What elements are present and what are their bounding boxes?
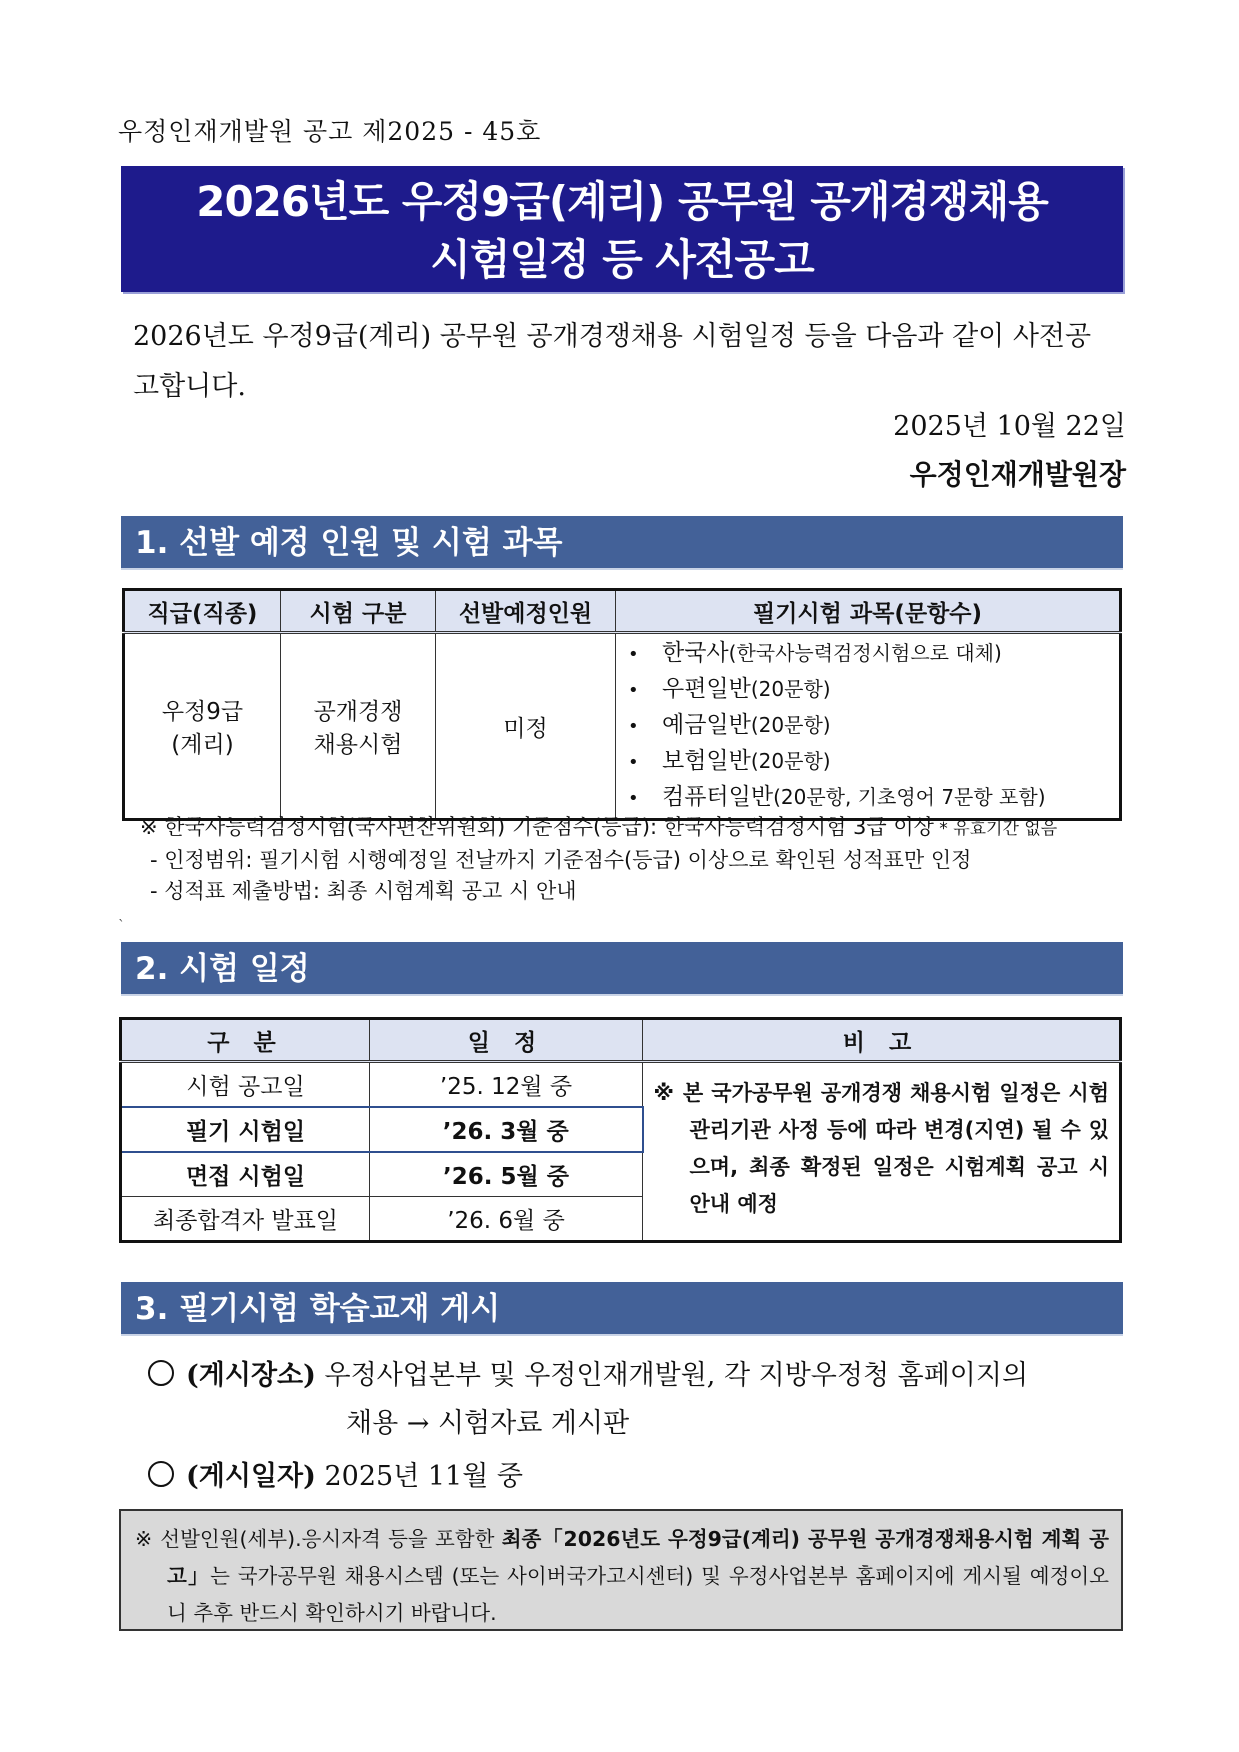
- bullet-icon: •: [628, 788, 639, 809]
- subject-name: 컴퓨터일반: [662, 784, 774, 810]
- note-validity: * 유효기간 없음: [933, 819, 1058, 839]
- final-notice-box: [119, 1509, 1123, 1631]
- schedule-table: [119, 1017, 1122, 1243]
- table-row: [124, 633, 1121, 820]
- schedule-label: 최종합격자 발표일: [121, 1197, 370, 1242]
- announcement-date: 2025년 10월 22일: [893, 411, 1126, 442]
- schedule-date: ’25. 12월 중: [370, 1062, 643, 1108]
- bullet-icon: •: [628, 644, 639, 665]
- exam-type-line-2: 채용시험: [313, 732, 403, 758]
- grade-line-1: 우정9급: [161, 699, 244, 725]
- section-1-header: 1. 선발 예정 인원 및 시험 과목: [121, 516, 1123, 570]
- schedule-label: 시험 공고일: [121, 1062, 370, 1108]
- title-banner: [121, 166, 1123, 292]
- posting-date-text: 2025년 11월 중: [324, 1461, 523, 1492]
- grade-line-2: (계리): [171, 732, 234, 758]
- col-header-subjects: 필기시험 과목(문항수): [616, 590, 1121, 633]
- note-main-text: ※ 한국사능력검정시험(국사편찬위원회) 기준점수(등급): 한국사능력검정시험 3급 이상: [140, 815, 934, 839]
- bullet-icon: •: [628, 716, 639, 737]
- notice-number: 우정인재개발원 공고 제2025 - 45호: [118, 117, 542, 146]
- col-header-category: 구 분: [121, 1019, 370, 1062]
- col-header-grade: 직급(직종): [124, 590, 281, 633]
- subject-detail: (20문항): [750, 677, 831, 701]
- posting-date: [148, 1453, 523, 1501]
- schedule-label: 필기 시험일: [121, 1107, 370, 1152]
- posting-location-label: (게시장소): [186, 1360, 316, 1391]
- schedule-date: ’26. 5월 중: [370, 1152, 643, 1197]
- schedule-remark: [643, 1062, 1121, 1242]
- planned-count-cell: 미정: [436, 633, 616, 820]
- posting-location: [148, 1352, 1028, 1400]
- final-notice-text: [135, 1521, 1109, 1632]
- grade-cell: [124, 633, 281, 820]
- col-header-schedule: 일 정: [370, 1019, 643, 1062]
- note-main: [140, 812, 1130, 845]
- exam-type-line-1: 공개경쟁: [313, 699, 403, 725]
- title-line-1: 2026년도 우정9급(계리) 공무원 공개경쟁채용: [196, 177, 1048, 226]
- subject-detail: (20문항): [750, 713, 831, 737]
- list-item: [628, 708, 1111, 744]
- subject-name: 한국사: [662, 640, 729, 666]
- posting-location-continuation: 채용 → 시험자료 게시판: [346, 1408, 630, 1439]
- final-notice-bold: 최종「2026년도 우정9급(계리) 공무원 공개경쟁채용시험 계획 공고」: [167, 1527, 1109, 1588]
- subject-detail: (한국사능력검정시험으로 대체): [728, 641, 1002, 665]
- col-header-exam-type: 시험 구분: [281, 590, 436, 633]
- list-item: [628, 672, 1111, 708]
- bullet-icon: •: [628, 680, 639, 701]
- intro-paragraph: 2026년도 우정9급(계리) 공무원 공개경쟁채용 시험일정 등을 다음과 같이 사전공고합니다.: [133, 321, 1092, 402]
- stray-mark: `: [118, 918, 125, 934]
- subject-detail: (20문항): [750, 749, 831, 773]
- title-line-2: 시험일정 등 사전공고: [430, 235, 814, 284]
- exam-type-cell: [281, 633, 436, 820]
- recruitment-table: [122, 588, 1122, 821]
- remark-text: ※ 본 국가공무원 공개경쟁 채용시험 일정은 시험관리기관 사정 등에 따라 변경(지연) 될 수 있으며, 최종 확정된 일정은 시험계획 공고 시 안내 예정: [653, 1081, 1109, 1216]
- subjects-cell: [616, 633, 1121, 820]
- note-submission: - 성적표 제출방법: 최종 시험계획 공고 시 안내: [150, 879, 577, 903]
- final-notice-prefix: ※ 선발인원(세부).응시자격 등을 포함한: [135, 1527, 502, 1551]
- schedule-date: ’26. 6월 중: [370, 1197, 643, 1242]
- subject-name: 우편일반: [662, 676, 751, 702]
- subject-detail: (20문항, 기초영어 7문항 포함): [773, 785, 1046, 809]
- circle-bullet-icon: [148, 1360, 174, 1386]
- schedule-label: 면접 시험일: [121, 1152, 370, 1197]
- note-range: - 인정범위: 필기시험 시행예정일 전날까지 기준점수(등급) 이상으로 확인된 성적표만 인정: [150, 848, 972, 872]
- subject-name: 예금일반: [662, 712, 751, 738]
- col-header-remarks: 비 고: [643, 1019, 1121, 1062]
- circle-bullet-icon: [148, 1461, 174, 1487]
- list-item: [628, 744, 1111, 780]
- posting-date-label: (게시일자): [186, 1461, 316, 1492]
- korean-history-notes: [140, 812, 1130, 907]
- issuer-name: 우정인재개발원장: [909, 458, 1126, 491]
- final-notice-suffix: 는 국가공무원 채용시스템 (또는 사이버국가고시센터) 및 우정사업본부 홈페이지에 게시될 예정이오니 추후 반드시 확인하시기 바랍니다.: [167, 1564, 1109, 1625]
- section-2-header: 2. 시험 일정: [121, 942, 1123, 996]
- subject-name: 보험일반: [662, 748, 751, 774]
- schedule-date: ’26. 3월 중: [370, 1107, 643, 1152]
- list-item: [628, 636, 1111, 672]
- section-3-header: 3. 필기시험 학습교재 게시: [121, 1282, 1123, 1336]
- posting-location-text: 우정사업본부 및 우정인재개발원, 각 지방우정청 홈페이지의: [324, 1360, 1029, 1391]
- bullet-icon: •: [628, 752, 639, 773]
- list-item: [628, 780, 1111, 816]
- subjects-list: [628, 636, 1111, 816]
- col-header-planned-count: 선발예정인원: [436, 590, 616, 633]
- table-row: [121, 1062, 1121, 1108]
